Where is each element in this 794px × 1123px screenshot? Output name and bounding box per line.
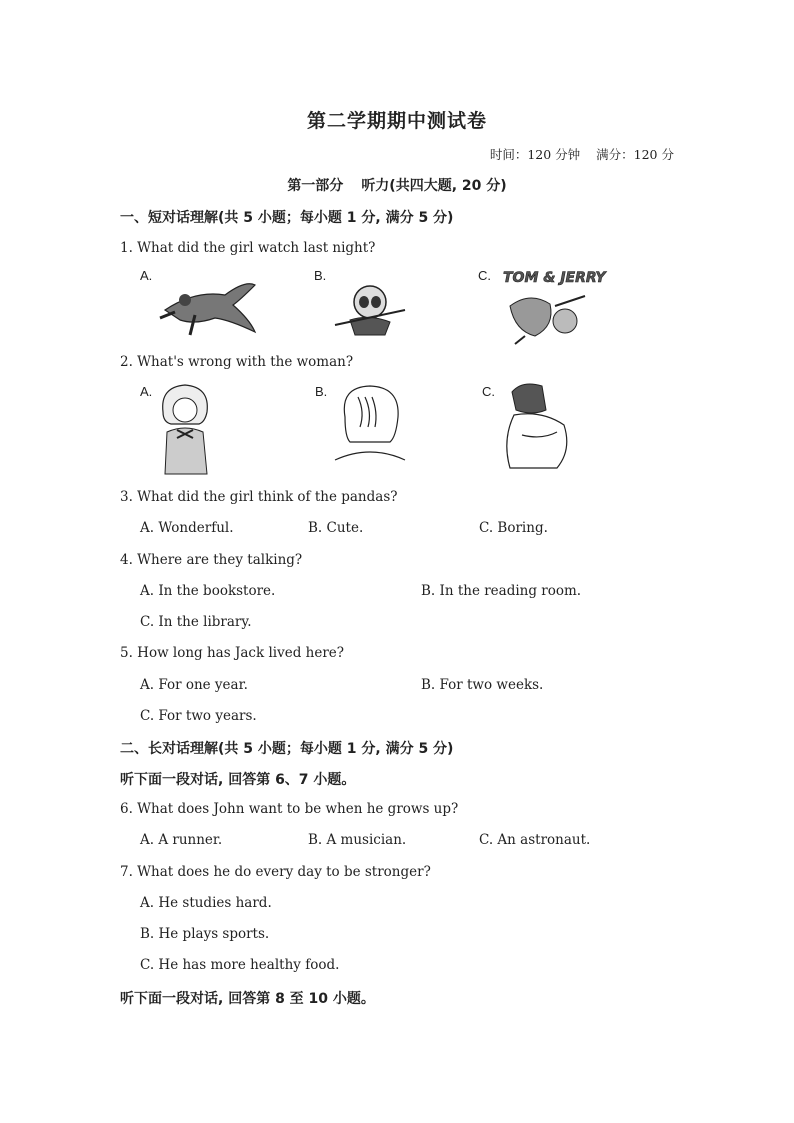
section-heading-1: 一、短对话理解(共 5 小题；每小题 1 分, 满分 5 分)	[120, 210, 454, 226]
instruction-q6-q7: 听下面一段对话, 回答第 6、7 小题。	[120, 772, 356, 788]
monkey-king-cartoon-picture	[330, 280, 410, 340]
q5-option-a: A. For one year.	[140, 677, 248, 693]
question-6-stem: 6. What does John want to be when he grows up?	[120, 801, 459, 817]
q1-label-c: C.	[478, 268, 491, 283]
tom-and-jerry-picture	[495, 266, 606, 346]
q3-option-a: A. Wonderful.	[140, 520, 234, 536]
q6-option-c: C. An astronaut.	[479, 832, 591, 848]
woman-sore-throat-picture	[155, 382, 220, 478]
q4-option-a: A. In the bookstore.	[140, 583, 276, 599]
q5-option-c: C. For two years.	[140, 708, 257, 724]
exam-title: 第二学期期中测试卷	[306, 110, 487, 132]
q2-label-c: C.	[482, 384, 495, 399]
time-info	[490, 145, 674, 163]
q3-option-b: B. Cute.	[308, 520, 364, 536]
q6-option-a: A. A runner.	[140, 832, 223, 848]
q7-option-b: B. He plays sports.	[140, 926, 270, 942]
woman-headache-picture	[330, 382, 410, 462]
question-1-stem: 1. What did the girl watch last night?	[120, 240, 376, 256]
part-name: 第一部分	[287, 178, 344, 194]
q7-option-c: C. He has more healthy food.	[140, 957, 340, 973]
q1-label-a: A.	[140, 268, 153, 283]
q2-label-b: B.	[315, 384, 328, 399]
q2-label-a: A.	[140, 384, 153, 399]
q4-option-b: B. In the reading room.	[421, 583, 582, 599]
part-desc: 听力(共四大题, 20 分)	[361, 178, 507, 194]
time-limit: 时间：120 分钟	[489, 147, 581, 162]
tom-jerry-logo: TOM & JERRY	[503, 270, 606, 286]
full-score: 满分：120 分	[596, 147, 674, 162]
question-2-stem: 2. What's wrong with the woman?	[120, 354, 354, 370]
woman-stomachache-picture	[502, 380, 577, 472]
section-heading-2: 二、长对话理解(共 5 小题；每小题 1 分, 满分 5 分)	[120, 741, 454, 757]
q6-option-b: B. A musician.	[308, 832, 407, 848]
superhero-flying-picture	[155, 270, 265, 340]
question-3-stem: 3. What did the girl think of the pandas?	[120, 489, 398, 505]
q7-option-a: A. He studies hard.	[140, 895, 272, 911]
question-7-stem: 7. What does he do every day to be stronger?	[120, 864, 431, 880]
q5-option-b: B. For two weeks.	[421, 677, 544, 693]
q4-option-c: C. In the library.	[140, 614, 252, 630]
question-5-stem: 5. How long has Jack lived here?	[120, 645, 344, 661]
q1-label-b: B.	[314, 268, 327, 283]
question-4-stem: 4. Where are they talking?	[120, 552, 303, 568]
part-heading	[0, 175, 794, 195]
q3-option-c: C. Boring.	[479, 520, 548, 536]
instruction-q8-q10: 听下面一段对话, 回答第 8 至 10 小题。	[120, 991, 375, 1007]
